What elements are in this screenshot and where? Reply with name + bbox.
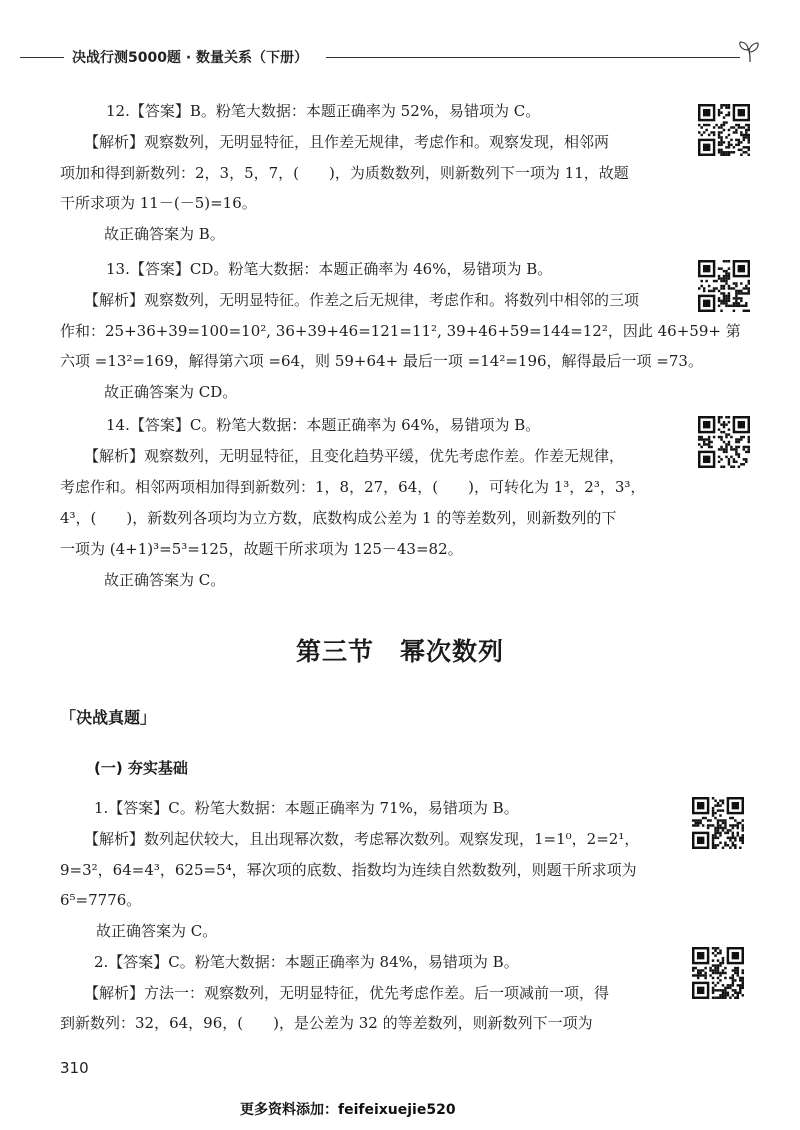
- q14-answer: 14.【答案】C。粉笔大数据：本题正确率为 64%，易错项为 B。: [106, 416, 541, 434]
- q14-analysis-line2: 考虑作和。相邻两项相加得到新数列：1，8，27，64，( )，可转化为 1³，2³，3³，: [60, 478, 646, 496]
- q1-conclusion: 故正确答案为 C。: [96, 922, 218, 940]
- qr-code-icon[interactable]: [692, 947, 744, 999]
- book-title: 决战行测5000题 · 数量关系（下册）: [72, 50, 309, 66]
- header-rule-right: [326, 57, 740, 58]
- q14-conclusion: 故正确答案为 C。: [104, 571, 226, 589]
- q1-answer: 1.【答案】C。粉笔大数据：本题正确率为 71%，易错项为 B。: [94, 799, 519, 817]
- q1-analysis-line2: 9=3²，64=4³，625=5⁴，幂次项的底数、指数均为连续自然数数列，则题干所求项为: [60, 861, 637, 879]
- section-name: 幂次数列: [400, 637, 505, 666]
- q12-analysis-line3: 干所求项为 11－(－5)=16。: [60, 194, 257, 212]
- q13-conclusion: 故正确答案为 CD。: [104, 383, 238, 401]
- q2-answer: 2.【答案】C。粉笔大数据：本题正确率为 84%，易错项为 B。: [94, 953, 519, 971]
- q13-analysis-line3: 六项 =13²=169，解得第六项 =64，则 59+64+ 最后一项 =14²=196，解得最后一项 =73。: [60, 352, 703, 370]
- footer-note: 更多资料添加：feifeixuejie520: [240, 1102, 456, 1118]
- qr-code-icon[interactable]: [692, 797, 744, 849]
- q12-analysis-line1: 【解析】观察数列，无明显特征，且作差无规律，考虑作和。观察发现，相邻两: [84, 133, 610, 151]
- q13-analysis-line2: 作和：25+36+39=100=10², 36+39+46=121=11², 39+46+59=144=12²，因此 46+59+ 第: [60, 322, 741, 340]
- q12-analysis-line2: 项加和得到新数列：2，3，5，7，( )，为质数数列，则新数列下一项为 11，故题: [60, 164, 629, 182]
- q1-analysis-line1: 【解析】数列起伏较大，且出现幂次数，考虑幂次数列。观察发现，1=1⁰，2=2¹，: [84, 830, 640, 848]
- q14-analysis-line1: 【解析】观察数列，无明显特征，且变化趋势平缓，优先考虑作差。作差无规律，: [84, 447, 625, 465]
- section-number: 第三节: [295, 637, 374, 666]
- q12-answer: 12.【答案】B。粉笔大数据：本题正确率为 52%，易错项为 C。: [106, 102, 541, 120]
- header-rule-left: [20, 57, 64, 58]
- sprout-icon: [736, 40, 764, 68]
- q1-analysis-line3: 6⁵=7776。: [60, 891, 142, 909]
- q12-conclusion: 故正确答案为 B。: [104, 225, 225, 243]
- sub-heading: 「决战真题」: [60, 708, 157, 727]
- section-title: [0, 632, 800, 668]
- qr-code-icon[interactable]: [698, 260, 750, 312]
- q14-analysis-line4: 一项为 (4+1)³=5³=125，故题干所求项为 125－43=82。: [60, 540, 463, 558]
- subsection-heading: (一) 夯实基础: [94, 759, 188, 777]
- page-number: 310: [60, 1059, 89, 1077]
- q13-answer: 13.【答案】CD。粉笔大数据：本题正确率为 46%，易错项为 B。: [106, 260, 553, 278]
- q14-analysis-line3: 4³，( )，新数列各项均为立方数，底数构成公差为 1 的等差数列，则新数列的下: [60, 509, 617, 527]
- qr-code-icon[interactable]: [698, 416, 750, 468]
- running-header: [20, 44, 760, 70]
- q2-analysis-line1: 【解析】方法一：观察数列，无明显特征，优先考虑作差。后一项减前一项，得: [84, 984, 610, 1002]
- qr-code-icon[interactable]: [698, 104, 750, 156]
- q13-analysis-line1: 【解析】观察数列，无明显特征。作差之后无规律，考虑作和。将数列中相邻的三项: [84, 291, 640, 309]
- q2-analysis-line2: 到新数列：32，64，96，( )，是公差为 32 的等差数列，则新数列下一项为: [60, 1014, 593, 1032]
